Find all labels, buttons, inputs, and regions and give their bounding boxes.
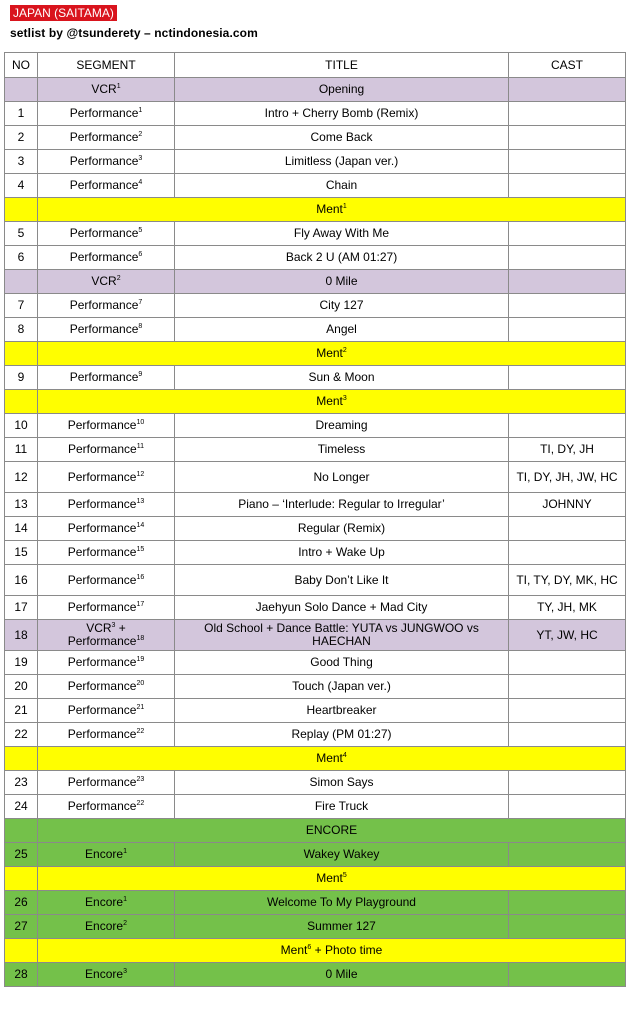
column-header-title: TITLE: [175, 53, 509, 78]
segment-label: Performance: [69, 178, 139, 192]
segment-cell: [38, 675, 175, 699]
segment-cell: [38, 102, 175, 126]
title-cell: Welcome To My Playground: [175, 891, 509, 915]
ment-title: Ment: [316, 202, 343, 216]
cast-cell: [509, 174, 626, 198]
table-row: [5, 723, 626, 747]
row-number: 25: [5, 843, 38, 867]
ment-title: Ment: [316, 871, 343, 885]
cast-cell: [509, 771, 626, 795]
title-cell: Wakey Wakey: [175, 843, 509, 867]
title-cell: Sun & Moon: [175, 366, 509, 390]
row-number: 12: [5, 462, 38, 493]
footnote-marker: 20: [136, 680, 145, 687]
segment-cell: [38, 150, 175, 174]
footnote-marker: 21: [136, 704, 145, 711]
title-cell: Intro + Wake Up: [175, 541, 509, 565]
table-header-row: [5, 53, 626, 78]
footnote-marker: 8: [138, 323, 143, 330]
row-number: 26: [5, 891, 38, 915]
setlist-body: [5, 78, 626, 987]
title-cell: Opening: [175, 78, 509, 102]
title-cell: Jaehyun Solo Dance + Mad City: [175, 596, 509, 620]
segment-cell: [38, 699, 175, 723]
cast-cell: JOHNNY: [509, 493, 626, 517]
segment-label: Performance: [67, 634, 137, 648]
table-row: [5, 294, 626, 318]
ment-cell: [38, 867, 626, 891]
segment-cell: [38, 963, 175, 987]
row-number: [5, 747, 38, 771]
segment-cell: [38, 891, 175, 915]
table-row: [5, 462, 626, 493]
segment-label: Performance: [69, 298, 139, 312]
row-number: 18: [5, 620, 38, 651]
table-row: [5, 493, 626, 517]
footnote-marker: 2: [342, 347, 347, 354]
row-number: 16: [5, 565, 38, 596]
title-cell: Good Thing: [175, 651, 509, 675]
row-number: [5, 390, 38, 414]
segment-label: Performance: [69, 226, 139, 240]
ment-cell: [38, 390, 626, 414]
segment-cell: [38, 246, 175, 270]
cast-cell: [509, 963, 626, 987]
table-row: [5, 651, 626, 675]
row-number: 8: [5, 318, 38, 342]
title-cell: 0 Mile: [175, 963, 509, 987]
cast-cell: [509, 699, 626, 723]
ment-cell: [38, 747, 626, 771]
segment-cell: [38, 414, 175, 438]
title-cell: Baby Don’t Like It: [175, 565, 509, 596]
title-cell: City 127: [175, 294, 509, 318]
row-number: 13: [5, 493, 38, 517]
table-row: [5, 596, 626, 620]
row-number: 1: [5, 102, 38, 126]
segment-label: Performance: [67, 703, 137, 717]
footnote-marker: 18: [136, 635, 145, 642]
row-number: [5, 867, 38, 891]
table-row: [5, 565, 626, 596]
row-number: [5, 198, 38, 222]
footnote-marker: 19: [136, 656, 145, 663]
segment-label: Performance: [67, 799, 137, 813]
table-row: [5, 414, 626, 438]
segment-cell: [38, 596, 175, 620]
title-cell: Back 2 U (AM 01:27): [175, 246, 509, 270]
table-row: [5, 198, 626, 222]
segment-label: Performance: [68, 442, 137, 456]
footnote-marker: 4: [138, 179, 143, 186]
ment-cell: [38, 198, 626, 222]
segment-cell: [38, 565, 175, 596]
table-row: [5, 620, 626, 651]
footnote-marker: 15: [136, 546, 145, 553]
title-cell: Piano – ‘Interlude: Regular to Irregular’: [175, 493, 509, 517]
segment-cell: [38, 541, 175, 565]
cast-cell: [509, 366, 626, 390]
title-cell: Heartbreaker: [175, 699, 509, 723]
column-header-no: NO: [5, 53, 38, 78]
segment-label: Performance: [69, 106, 139, 120]
table-row: [5, 270, 626, 294]
footnote-marker: 6: [307, 944, 312, 951]
cast-cell: [509, 414, 626, 438]
segment-label: Performance: [67, 521, 137, 535]
title-cell: Old School + Dance Battle: YUTA vs JUNGWOO vs HAECHAN: [175, 620, 509, 651]
segment-cell: [38, 366, 175, 390]
segment-label: Performance: [67, 497, 137, 511]
ment-cell: [38, 939, 626, 963]
row-number: [5, 78, 38, 102]
table-row: [5, 318, 626, 342]
footnote-marker: 22: [136, 800, 145, 807]
segment-cell: [38, 795, 175, 819]
segment-cell: $VCR^3$ + Performance$^{18}$: [38, 620, 175, 651]
row-number: [5, 342, 38, 366]
segment-cell: [38, 915, 175, 939]
segment-cell: [38, 517, 175, 541]
encore-header-cell: [38, 819, 626, 843]
segment-cell: [38, 651, 175, 675]
row-number: 17: [5, 596, 38, 620]
footnote-marker: 23: [136, 776, 145, 783]
title-cell: Chain: [175, 174, 509, 198]
ment-title: Ment: [316, 394, 343, 408]
cast-cell: YT, JW, HC: [509, 620, 626, 651]
segment-cell: [38, 270, 175, 294]
segment-label: Performance: [67, 727, 137, 741]
ment-cell: [38, 342, 626, 366]
segment-label: Performance: [67, 775, 137, 789]
footnote-marker: 3: [342, 395, 347, 402]
footnote-marker: 3: [138, 155, 143, 162]
footnote-marker: 1: [138, 107, 143, 114]
page-header: [10, 4, 258, 40]
table-row: [5, 126, 626, 150]
table-row: [5, 795, 626, 819]
footnote-marker: 17: [136, 601, 145, 608]
segment-cell: [38, 462, 175, 493]
footnote-marker: 6: [138, 251, 143, 258]
cast-cell: [509, 246, 626, 270]
footnote-marker: 2: [138, 131, 143, 138]
cast-cell: [509, 843, 626, 867]
table-row: [5, 771, 626, 795]
segment-cell: [38, 438, 175, 462]
table-row: [5, 939, 626, 963]
table-row: [5, 747, 626, 771]
row-number: 19: [5, 651, 38, 675]
row-number: 28: [5, 963, 38, 987]
region-badge: JAPAN (SAITAMA): [10, 5, 117, 21]
footnote-marker: 11: [136, 443, 144, 450]
cast-cell: [509, 270, 626, 294]
cast-cell: [509, 318, 626, 342]
ment-title: Ment: [316, 751, 343, 765]
table-row: [5, 102, 626, 126]
table-row: [5, 174, 626, 198]
cast-cell: [509, 795, 626, 819]
title-cell: Dreaming: [175, 414, 509, 438]
table-row: [5, 246, 626, 270]
segment-label: Performance: [67, 418, 137, 432]
title-cell: Touch (Japan ver.): [175, 675, 509, 699]
segment-label: VCR: [86, 621, 112, 635]
table-row: [5, 438, 626, 462]
table-row: [5, 915, 626, 939]
cast-cell: TI, DY, JH: [509, 438, 626, 462]
title-cell: Fly Away With Me: [175, 222, 509, 246]
row-number: 2: [5, 126, 38, 150]
row-number: 11: [5, 438, 38, 462]
footnote-marker: 16: [136, 573, 145, 581]
setlist-table: [4, 52, 626, 987]
footnote-marker: 2: [116, 275, 121, 282]
title-cell: Regular (Remix): [175, 517, 509, 541]
segment-label: Encore: [85, 967, 124, 981]
table-row: [5, 891, 626, 915]
cast-cell: [509, 150, 626, 174]
segment-label: Performance: [67, 679, 137, 693]
table-row: [5, 222, 626, 246]
ment-suffix: + Photo time: [311, 943, 383, 957]
column-header-cast: CAST: [509, 53, 626, 78]
title-cell: Intro + Cherry Bomb (Remix): [175, 102, 509, 126]
ment-title: Ment: [316, 346, 343, 360]
cast-cell: [509, 517, 626, 541]
footnote-marker: 14: [136, 522, 145, 529]
segment-label: Performance: [69, 250, 139, 264]
byline: setlist by @tsunderety – nctindonesia.com: [10, 26, 258, 40]
row-number: 9: [5, 366, 38, 390]
row-number: 7: [5, 294, 38, 318]
segment-cell: [38, 222, 175, 246]
segment-label: Performance: [67, 545, 137, 559]
segment-label: Performance: [69, 130, 139, 144]
row-number: 23: [5, 771, 38, 795]
segment-cell: [38, 843, 175, 867]
table-row: [5, 867, 626, 891]
title-cell: Summer 127: [175, 915, 509, 939]
row-number: [5, 270, 38, 294]
footnote-marker: 22: [136, 728, 145, 735]
table-row: [5, 150, 626, 174]
segment-label: Performance: [69, 370, 139, 384]
table-row: [5, 699, 626, 723]
cast-cell: [509, 651, 626, 675]
ment-title: Ment: [280, 943, 308, 957]
row-number: 20: [5, 675, 38, 699]
table-row: [5, 390, 626, 414]
segment-cell: [38, 294, 175, 318]
segment-cell: [38, 78, 175, 102]
footnote-marker: 1: [342, 203, 347, 210]
cast-cell: TI, TY, DY, MK, HC: [509, 565, 626, 596]
segment-label: Encore: [85, 919, 124, 933]
segment-cell: [38, 126, 175, 150]
title-cell: Timeless: [175, 438, 509, 462]
row-number: 3: [5, 150, 38, 174]
cast-cell: [509, 78, 626, 102]
segment-cell: [38, 493, 175, 517]
footnote-marker: 7: [138, 299, 143, 306]
table-row: [5, 78, 626, 102]
table-row: [5, 675, 626, 699]
table-row: [5, 342, 626, 366]
ment-title: ENCORE: [305, 823, 358, 837]
title-cell: Limitless (Japan ver.): [175, 150, 509, 174]
table-row: [5, 819, 626, 843]
table-row: [5, 843, 626, 867]
table-row: [5, 517, 626, 541]
title-cell: Angel: [175, 318, 509, 342]
segment-cell: [38, 723, 175, 747]
segment-cell: [38, 174, 175, 198]
footnote-marker: 10: [136, 419, 145, 426]
row-number: 27: [5, 915, 38, 939]
table-row: [5, 366, 626, 390]
segment-label: Encore: [85, 847, 124, 861]
cast-cell: [509, 891, 626, 915]
segment-label: Performance: [67, 600, 137, 614]
segment-label: Encore: [85, 895, 124, 909]
footnote-marker: 12: [136, 470, 145, 478]
title-cell: Fire Truck: [175, 795, 509, 819]
segment-cell: [38, 771, 175, 795]
row-number: 14: [5, 517, 38, 541]
table-row: [5, 541, 626, 565]
footnote-marker: 3: [123, 968, 127, 975]
row-number: 21: [5, 699, 38, 723]
cast-cell: TI, DY, JH, JW, HC: [509, 462, 626, 493]
footnote-marker: 4: [342, 752, 347, 759]
cast-cell: [509, 222, 626, 246]
footnote-marker: 2: [123, 920, 127, 927]
footnote-marker: 1: [123, 848, 127, 855]
title-cell: Come Back: [175, 126, 509, 150]
cast-cell: [509, 541, 626, 565]
row-number: [5, 819, 38, 843]
table-row: [5, 963, 626, 987]
cast-cell: [509, 915, 626, 939]
row-number: 10: [5, 414, 38, 438]
cast-cell: [509, 723, 626, 747]
segment-label: VCR: [91, 82, 117, 96]
footnote-marker: 1: [116, 83, 121, 90]
segment-label: Performance: [69, 154, 139, 168]
footnote-marker: 5: [138, 227, 143, 234]
row-number: [5, 939, 38, 963]
cast-cell: [509, 102, 626, 126]
segment-label: Performance: [69, 322, 139, 336]
segment-label: Performance: [67, 655, 137, 669]
row-number: 6: [5, 246, 38, 270]
row-number: 5: [5, 222, 38, 246]
title-cell: Simon Says: [175, 771, 509, 795]
title-cell: Replay (PM 01:27): [175, 723, 509, 747]
footnote-marker: 13: [136, 498, 145, 505]
segment-label: VCR: [91, 274, 117, 288]
footnote-marker: 5: [342, 872, 347, 879]
segment-label: Performance: [67, 469, 137, 484]
footnote-marker: 3: [111, 622, 116, 629]
column-header-segment: SEGMENT: [38, 53, 175, 78]
footnote-marker: 1: [123, 896, 127, 903]
row-number: 22: [5, 723, 38, 747]
cast-cell: [509, 126, 626, 150]
segment-label: Performance: [67, 572, 137, 587]
segment-cell: [38, 318, 175, 342]
cast-cell: [509, 294, 626, 318]
title-cell: 0 Mile: [175, 270, 509, 294]
footnote-marker: 9: [138, 371, 143, 378]
cast-cell: [509, 675, 626, 699]
row-number: 15: [5, 541, 38, 565]
row-number: 4: [5, 174, 38, 198]
cast-cell: TY, JH, MK: [509, 596, 626, 620]
title-cell: No Longer: [175, 462, 509, 493]
row-number: 24: [5, 795, 38, 819]
